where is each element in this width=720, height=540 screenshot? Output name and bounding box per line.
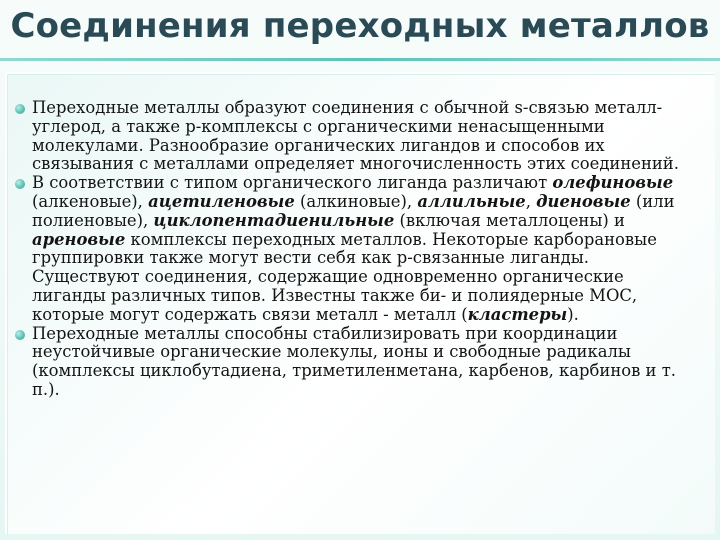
- bullet-text: Переходные металлы образуют соединения с обычной s-связью металл-углерод, а также p-комплексы с органическими ненасыщенными молекулами. Разнообразие органических лигандов и способов их связывания с металлами определяет многочисленность этих соединений.: [32, 98, 679, 174]
- bullet-item: [32, 174, 697, 324]
- ligand-type-olefin: олефиновые: [552, 173, 674, 193]
- slide-title: Соединения переходных металлов: [10, 6, 710, 46]
- bullet-text-segment: В соответствии с типом органического лиганда различают: [32, 173, 553, 193]
- bullet-list: [7, 74, 697, 400]
- bullet-text-segment: ).: [567, 304, 579, 324]
- bullet-text: Переходные металлы способны стабилизировать при координации неустойчивые органические молекулы, ионы и свободные радикалы (комплексы циклобутадиена, триметиленметана, карбенов, карбинов и т. п.).: [32, 323, 676, 399]
- ligand-type-diene: диеновые: [536, 191, 631, 211]
- ligand-type-arene: ареновые: [32, 229, 126, 249]
- bullet-dot-icon: [15, 104, 25, 114]
- bullet-dot-icon: [15, 330, 25, 340]
- bullet-text-segment: комплексы переходных металлов. Некоторые карборановые группировки также могут вести себя как p-связанные лиганды. Существуют соединения, содержащие одновременно органические лиганды различных типов. Известны также би- и полиядерные МОС, которые могут содержать связи металл - металл (: [32, 229, 657, 324]
- bullet-dot-icon: [15, 179, 25, 189]
- ligand-type-cyclopentadienyl: циклопентадиенильные: [153, 210, 395, 230]
- term-clusters: кластеры: [467, 304, 568, 324]
- ligand-type-allyl: аллильные: [417, 191, 526, 211]
- bullet-item: [32, 325, 697, 400]
- bullet-text-segment: (включая металлоцены) и: [394, 210, 625, 230]
- bullet-item: [32, 99, 697, 174]
- content-area: [5, 72, 715, 534]
- bullet-text-segment: (алкеновые),: [32, 191, 149, 211]
- ligand-type-acetylene: ацетиленовые: [148, 191, 295, 211]
- bullet-text-segment: (алкиновые),: [294, 191, 418, 211]
- bullet-text-segment: (или полиеновые),: [32, 191, 675, 230]
- bullet-text-segment: ,: [525, 191, 537, 211]
- title-divider: [0, 58, 720, 61]
